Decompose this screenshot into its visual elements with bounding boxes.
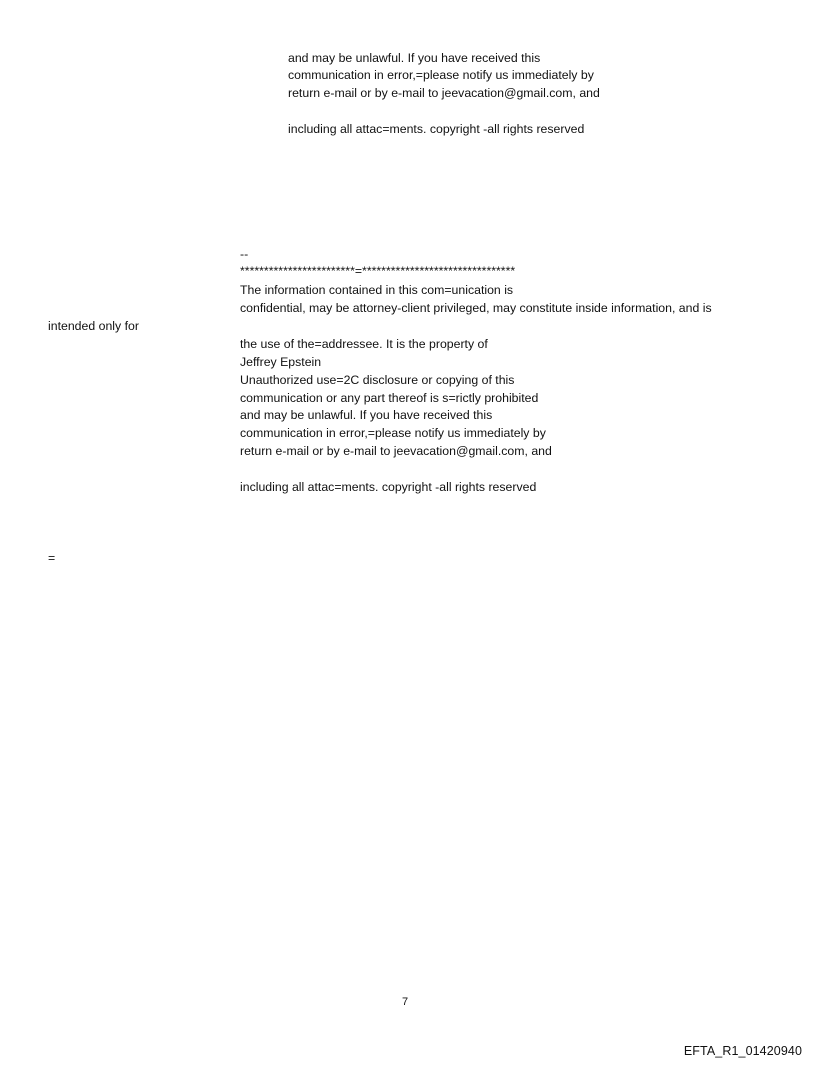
disclaimer-line: communication in error,=please notify us immediately by bbox=[240, 426, 546, 440]
disclaimer-line: confidential, may be attorney-client privileged, may constitute inside information, and is bbox=[240, 301, 712, 315]
left-fragment: intended only for bbox=[48, 319, 139, 333]
disclaimer-line: return e-mail or by e-mail to jeevacation@gmail.com, and bbox=[288, 86, 600, 100]
asterisk-separator: ************************=******************************** bbox=[240, 264, 516, 278]
page-number: 7 bbox=[402, 996, 409, 1008]
disclaimer-line: the use of the=addressee. It is the property of bbox=[240, 337, 488, 351]
disclaimer-line: return e-mail or by e-mail to jeevacation@gmail.com, and bbox=[240, 444, 552, 458]
trailing-equals: = bbox=[48, 551, 56, 565]
disclaimer-line: Unauthorized use=2C disclosure or copying of this bbox=[240, 373, 515, 387]
disclaimer-line: and may be unlawful. If you have received this bbox=[240, 408, 493, 422]
separator-dashes: -- bbox=[240, 247, 249, 261]
document-id: EFTA_R1_01420940 bbox=[683, 1044, 802, 1058]
disclaimer-line: and may be unlawful. If you have received this bbox=[288, 51, 541, 65]
disclaimer-line: The information contained in this com=unication is bbox=[240, 283, 514, 297]
disclaimer-line: including all attac=ments. copyright -all rights reserved bbox=[288, 122, 585, 136]
disclaimer-line: communication in error,=please notify us immediately by bbox=[288, 68, 594, 82]
disclaimer-line: including all attac=ments. copyright -all rights reserved bbox=[240, 480, 537, 494]
disclaimer-line: communication or any part thereof is s=rictly prohibited bbox=[240, 391, 539, 405]
disclaimer-line: Jeffrey Epstein bbox=[240, 355, 322, 369]
